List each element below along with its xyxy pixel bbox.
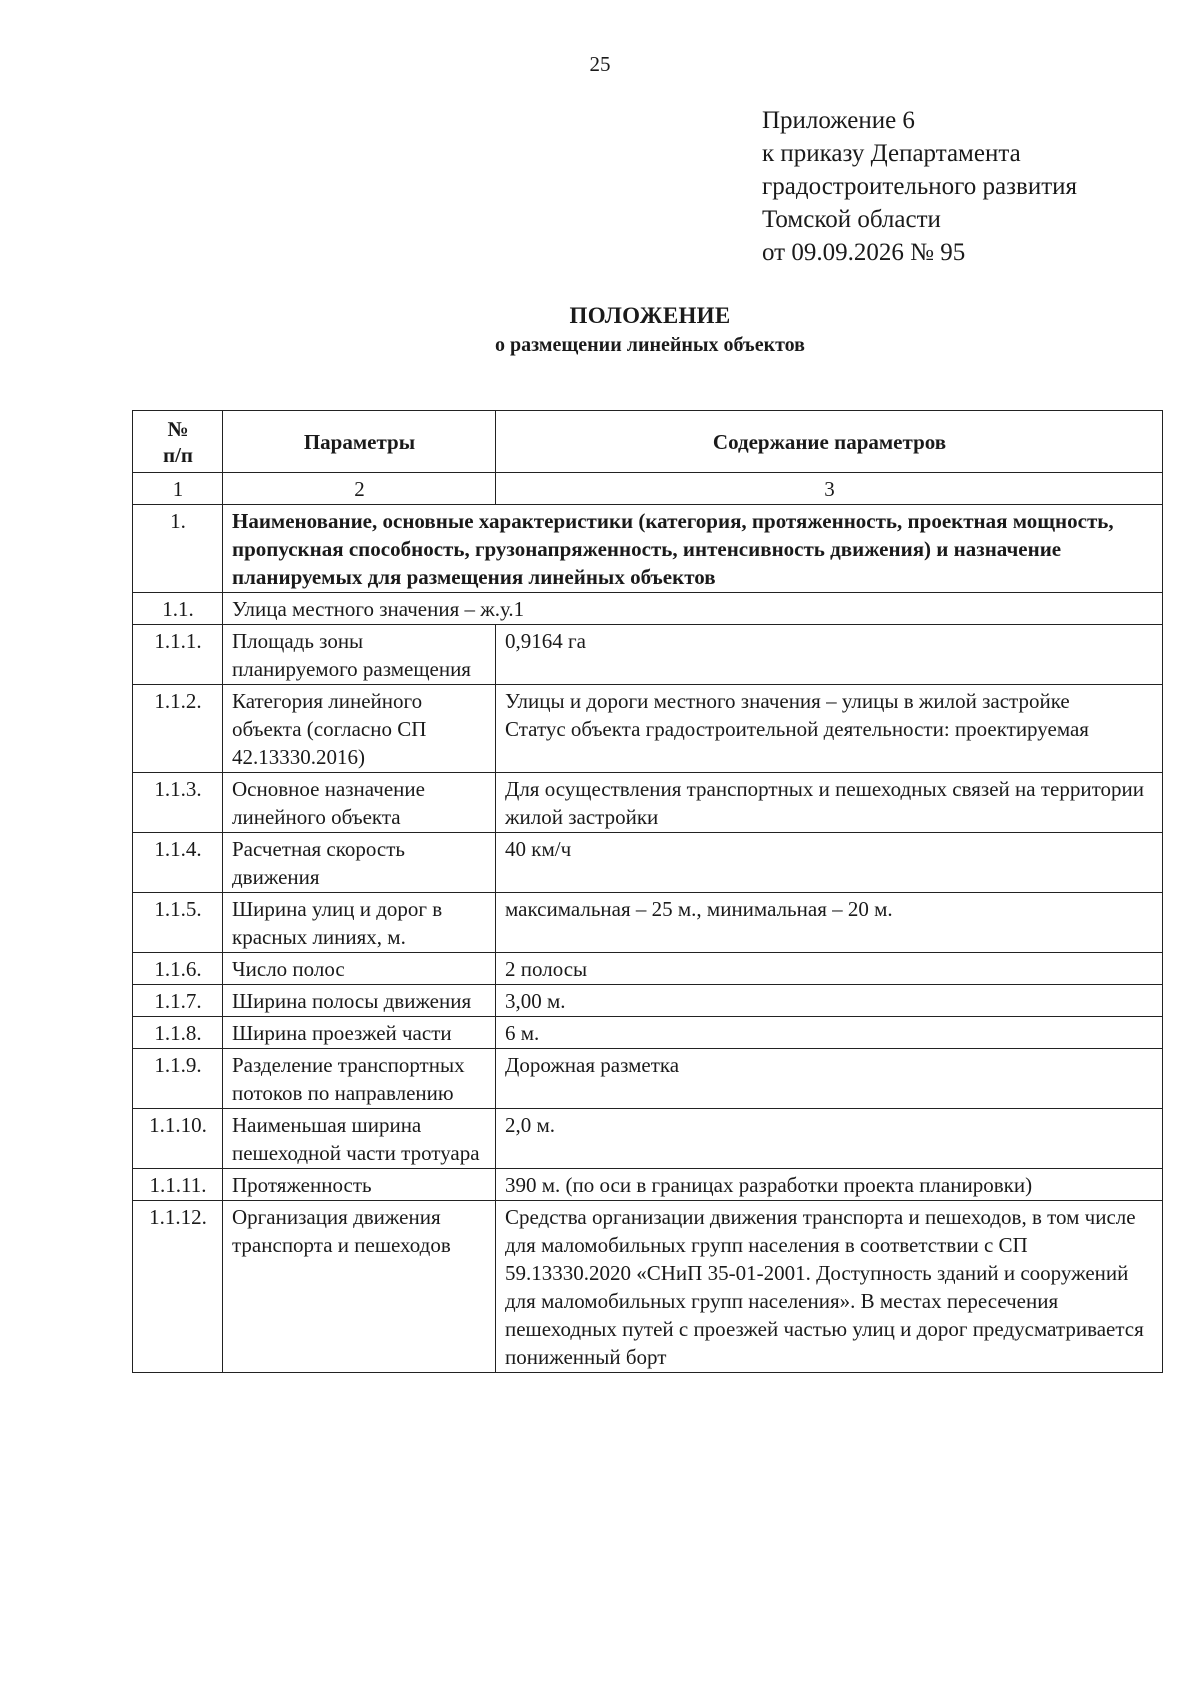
row-content: 0,9164 га [496,625,1163,685]
row-number: 1.1.8. [133,1017,223,1049]
row-parameter: Ширина улиц и дорог в красных линиях, м. [223,893,496,953]
subsection-title: Улица местного значения – ж.у.1 [223,593,1163,625]
table-row [133,1169,1163,1201]
table-row [133,1109,1163,1169]
row-content-line: Улицы и дороги местного значения – улицы в жилой застройке [505,689,1070,713]
row-number: 1.1.4. [133,833,223,893]
header-parameters: Параметры [223,411,496,473]
table-row [133,985,1163,1017]
table-row [133,773,1163,833]
page-number: 25 [589,52,611,76]
row-parameter: Ширина полосы движения [223,985,496,1017]
appendix-line: градостроительного развития [762,173,1078,200]
row-content: Для осуществления транспортных и пешеходных связей на территории жилой застройки [496,773,1163,833]
appendix-line: от 09.09.2026 № 95 [762,239,966,266]
row-content: 3,00 м. [496,985,1163,1017]
row-number: 1.1.7. [133,985,223,1017]
row-number: 1.1.3. [133,773,223,833]
table-header-row [133,411,1163,473]
parameters-table [132,410,1163,1373]
row-content-status: Статус объекта градостроительной деятельности: проектируемая [505,717,1089,741]
row-parameter: Основное назначение линейного объекта [223,773,496,833]
table-row [133,1049,1163,1109]
row-parameter: Ширина проезжей части [223,1017,496,1049]
table-row [133,1201,1163,1373]
table-row [133,833,1163,893]
row-parameter: Разделение транспортных потоков по направлению [223,1049,496,1109]
appendix-block [762,104,1182,269]
table-row [133,953,1163,985]
appendix-line: Приложение 6 [762,107,915,134]
row-number: 1.1.1. [133,625,223,685]
section-number: 1. [133,505,223,593]
row-parameter: Число полос [223,953,496,985]
document-subtitle: о размещении линейных объектов [495,334,805,356]
header-number-abbr: п/п [162,443,194,467]
row-content [496,685,1163,773]
table-row [133,893,1163,953]
subsection-number: 1.1. [133,593,223,625]
table-row [133,685,1163,773]
row-number: 1.1.9. [133,1049,223,1109]
row-content: Средства организации движения транспорта и пешеходов, в том числе для маломобильных групп населения в соответствии с СП 59.13330.2020 «СНиП 35-01-2001. Доступность зданий и сооружений для маломобильных групп населения». В местах пересечения пешеходных путей с проезжей частью улиц и дорог предусматривается пониженный борт [496,1201,1163,1373]
table-row [133,625,1163,685]
document-title: ПОЛОЖЕНИЕ [569,303,731,328]
row-number: 1.1.6. [133,953,223,985]
column-index: 1 [133,473,223,505]
row-parameter: Площадь зоны планируемого размещения [223,625,496,685]
row-content: 2,0 м. [496,1109,1163,1169]
header-number-symbol: № [167,417,189,441]
appendix-line: Томской области [762,206,941,233]
row-content: 390 м. (по оси в границах разработки проекта планировки) [496,1169,1163,1201]
column-index-row [133,473,1163,505]
header-content: Содержание параметров [496,411,1163,473]
header-number [133,411,223,473]
section-row [133,505,1163,593]
row-number: 1.1.12. [133,1201,223,1373]
row-parameter: Организация движения транспорта и пешеходов [223,1201,496,1373]
row-content: Дорожная разметка [496,1049,1163,1109]
row-content: 2 полосы [496,953,1163,985]
section-title: Наименование, основные характеристики (категория, протяженность, проектная мощность, пропускная способность, грузонапряженность, интенсивность движения) и назначение планируемых для размещения линейных объектов [223,505,1163,593]
subsection-row [133,593,1163,625]
row-parameter: Протяженность [223,1169,496,1201]
row-number: 1.1.2. [133,685,223,773]
row-content: 40 км/ч [496,833,1163,893]
row-number: 1.1.5. [133,893,223,953]
column-index: 2 [223,473,496,505]
row-number: 1.1.10. [133,1109,223,1169]
appendix-line: к приказу Департамента [762,140,1021,167]
row-content: 6 м. [496,1017,1163,1049]
row-number: 1.1.11. [133,1169,223,1201]
column-index: 3 [496,473,1163,505]
row-content: максимальная – 25 м., минимальная – 20 м. [496,893,1163,953]
row-parameter: Наименьшая ширина пешеходной части тротуара [223,1109,496,1169]
table-row [133,1017,1163,1049]
row-parameter: Расчетная скорость движения [223,833,496,893]
row-parameter: Категория линейного объекта (согласно СП 42.13330.2016) [223,685,496,773]
